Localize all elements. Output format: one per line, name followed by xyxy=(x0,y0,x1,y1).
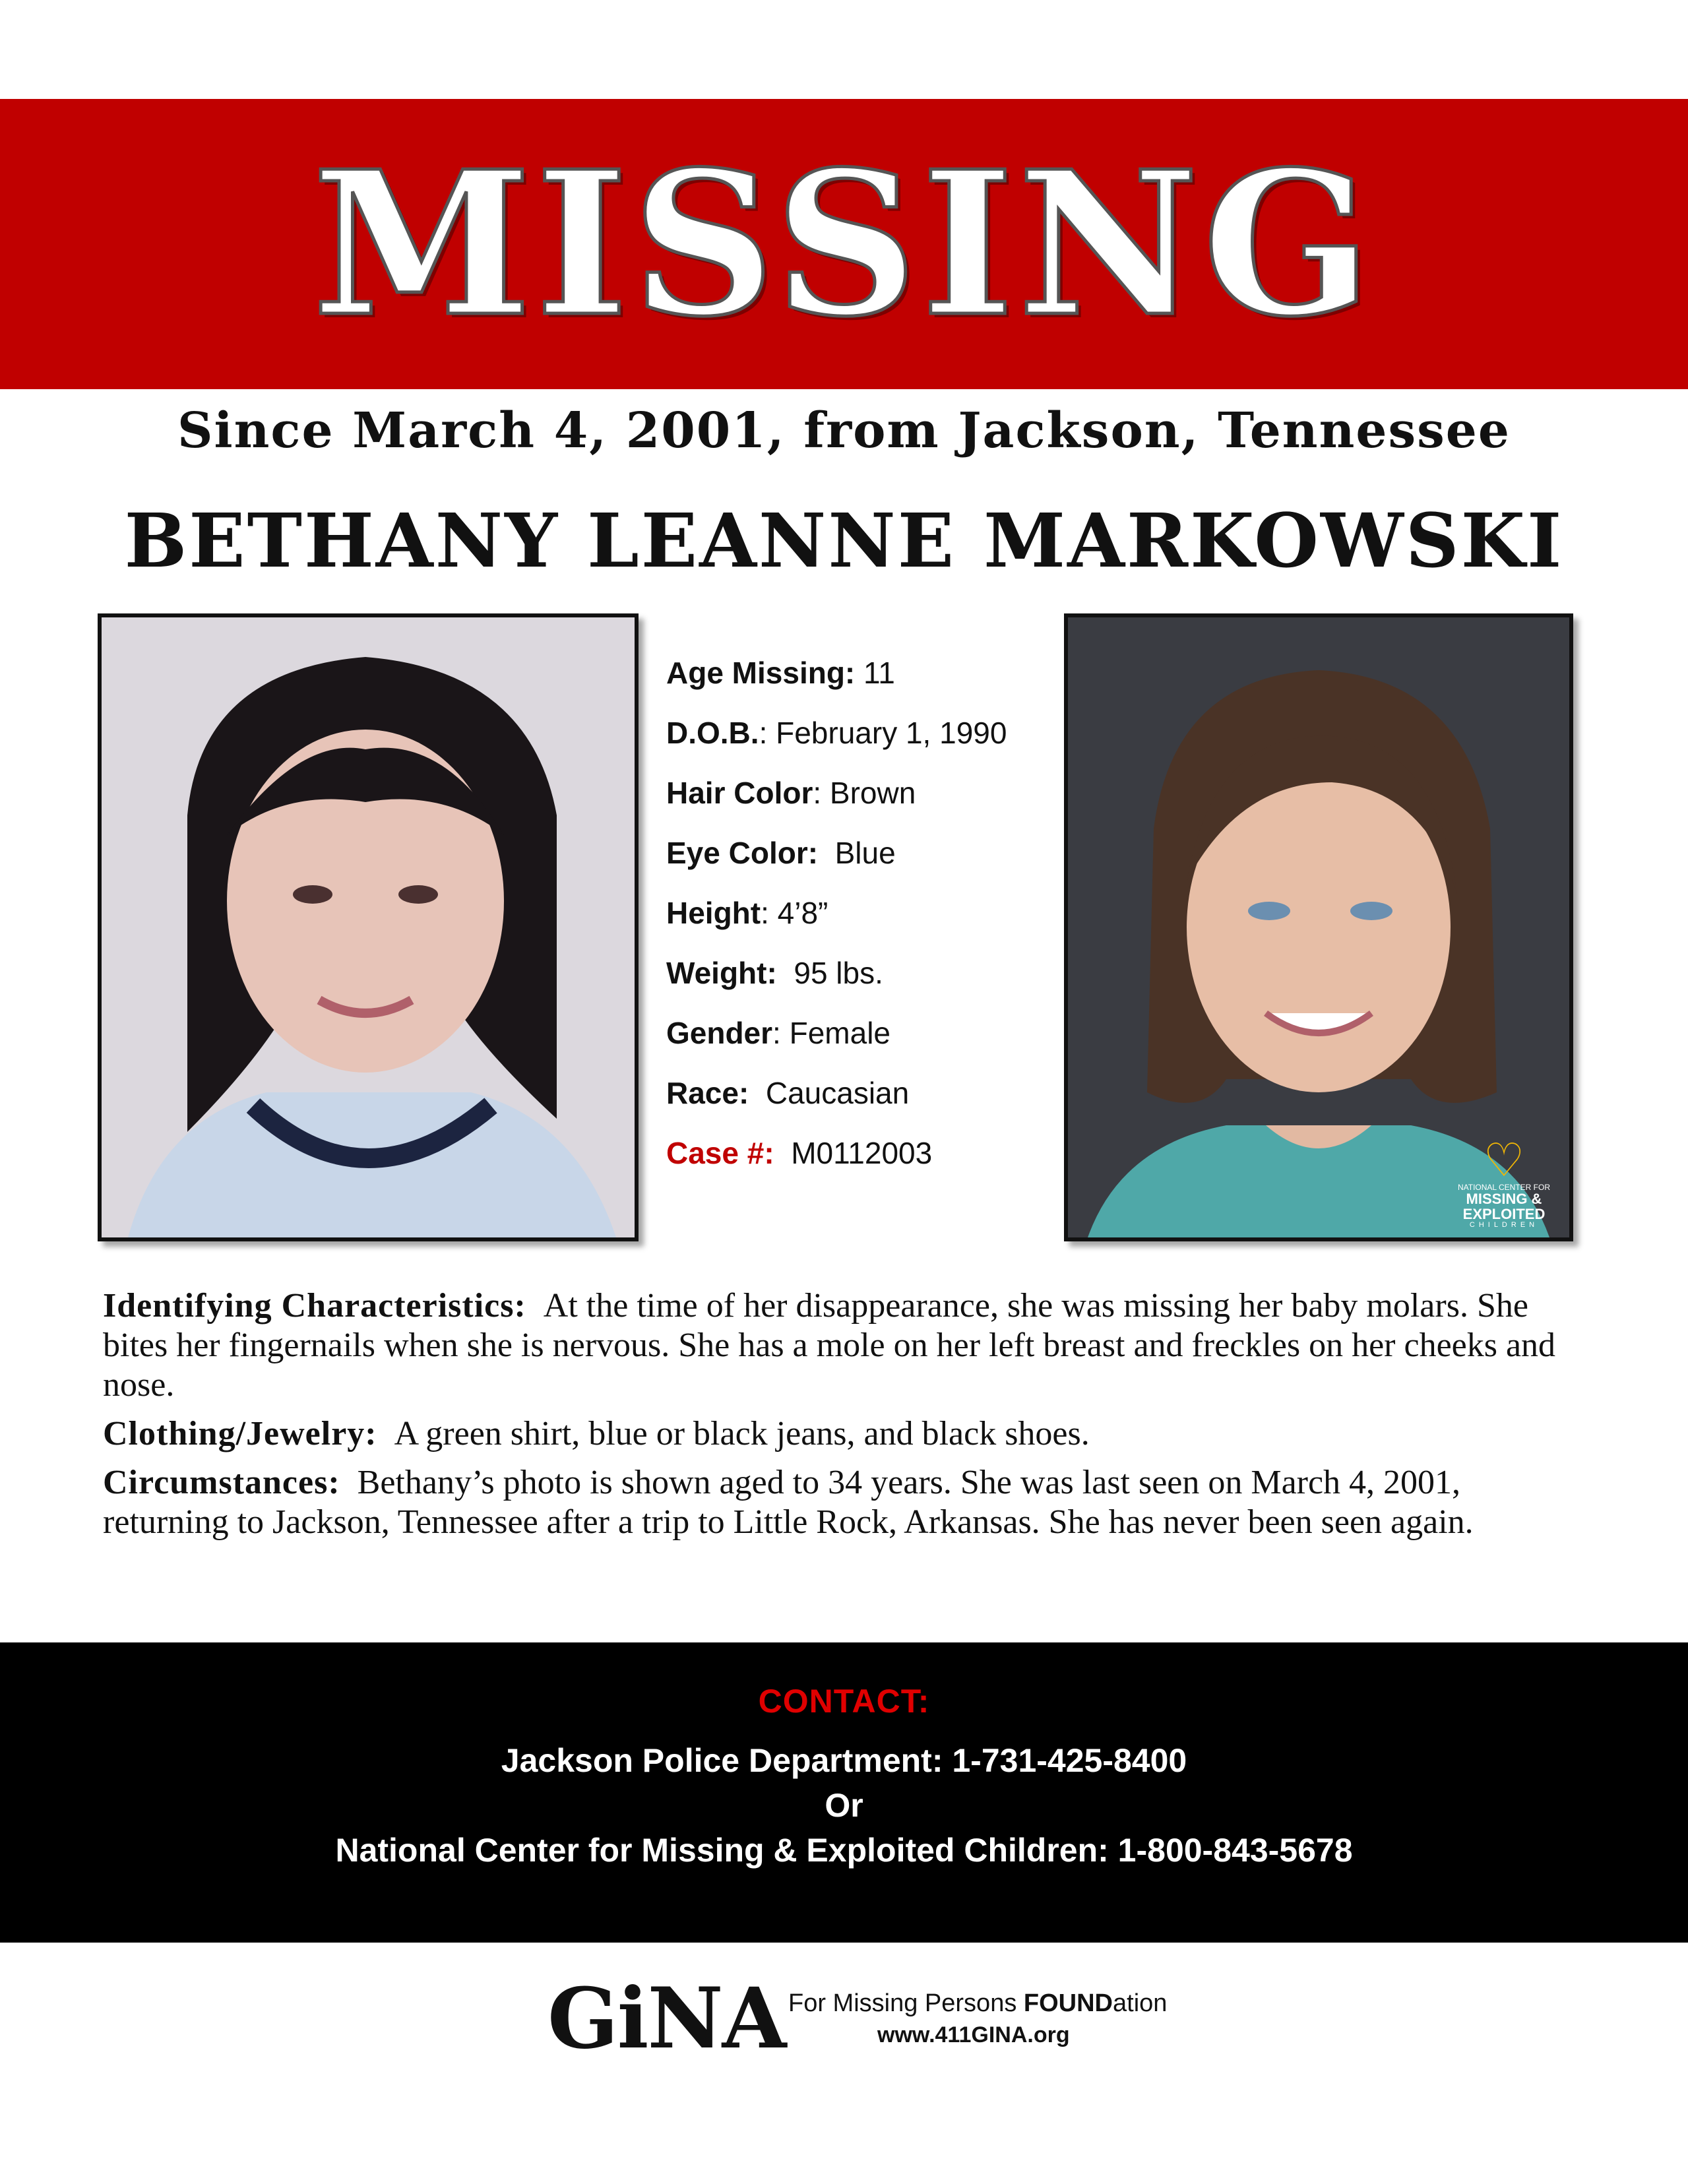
gina-tagline-suffix: ation xyxy=(1113,1989,1168,2017)
contact-or: Or xyxy=(825,1787,863,1824)
detail-label: Clothing/Jewelry: xyxy=(103,1415,377,1452)
stat-value: Caucasian xyxy=(765,1076,910,1110)
childhood-photo-illustration xyxy=(102,617,635,1237)
stat-value: : Female xyxy=(772,1016,891,1050)
gina-url: www.411GINA.org xyxy=(877,2022,1070,2047)
stat-value: 11 xyxy=(863,656,895,690)
detail-text: At the time of her disappearance, she was missing her baby molars. She bites her fingernails when she is nervous. She has a mole on her left breast and freckles on her cheeks and nose. xyxy=(103,1287,1556,1404)
banner-title: MISSING xyxy=(312,127,1376,360)
stat-height xyxy=(666,890,1049,950)
ncmec-heart-icon: ♡ xyxy=(1483,1134,1525,1186)
stat-label: Case #: xyxy=(666,1136,774,1170)
stat-value: Blue xyxy=(834,836,896,870)
case-details xyxy=(103,1286,1587,1551)
stat-value: M0112003 xyxy=(791,1136,933,1170)
contact-police-line: Jackson Police Department: 1-731-425-8400 xyxy=(501,1742,1187,1779)
stat-value: : February 1, 1990 xyxy=(759,716,1007,750)
missing-banner xyxy=(0,99,1688,389)
identifying-characteristics xyxy=(103,1286,1587,1405)
stat-gender xyxy=(666,1010,1049,1070)
stat-label: Weight: xyxy=(666,956,777,990)
ncmec-badge-line1: NATIONAL CENTER FOR xyxy=(1457,1182,1550,1192)
missing-since-line: Since March 4, 2001, from Jackson, Tennessee xyxy=(177,402,1511,459)
detail-label: Identifying Characteristics: xyxy=(103,1287,526,1325)
clothing-jewelry xyxy=(103,1414,1587,1454)
contact-ncmec-line: National Center for Missing & Exploited Children: 1-800-843-5678 xyxy=(335,1832,1353,1869)
stat-label: Hair Color xyxy=(666,776,813,810)
missing-person-name: BETHANY LEANNE MARKOWSKI xyxy=(124,498,1564,584)
ncmec-badge xyxy=(1448,1134,1560,1230)
ncmec-badge-line2: MISSING & xyxy=(1466,1191,1542,1208)
stat-race xyxy=(666,1070,1049,1130)
contact-box xyxy=(0,1642,1688,1943)
gina-tagline-prefix: For Missing Persons xyxy=(788,1989,1024,2017)
stat-value: : 4’8” xyxy=(761,896,828,930)
stat-label: Eye Color: xyxy=(666,836,819,870)
ncmec-badge-line4: CHILDREN xyxy=(1469,1221,1539,1230)
detail-label: Circumstances: xyxy=(103,1464,340,1501)
stat-dob xyxy=(666,710,1049,770)
detail-text: A green shirt, blue or black jeans, and black shoes. xyxy=(394,1415,1090,1452)
stat-label: Race: xyxy=(666,1076,749,1110)
stat-age-missing xyxy=(666,650,1049,710)
circumstances xyxy=(103,1463,1587,1542)
stat-value: 95 lbs. xyxy=(794,956,883,990)
stat-label: Age Missing: xyxy=(666,656,856,690)
stat-eye-color xyxy=(666,830,1049,890)
stat-case-number xyxy=(666,1130,1049,1190)
gina-tagline xyxy=(788,1989,1167,2018)
contact-heading: CONTACT: xyxy=(758,1683,930,1720)
stat-label: Height xyxy=(666,896,761,930)
gina-foundation-logo xyxy=(547,1972,1181,2065)
gina-logo-mark: GiNA xyxy=(547,1970,786,2067)
stat-value: : Brown xyxy=(813,776,916,810)
childhood-photo xyxy=(98,613,639,1241)
age-progressed-photo xyxy=(1064,613,1573,1241)
gina-tagline-strong: FOUND xyxy=(1023,1989,1113,2017)
stat-label: Gender xyxy=(666,1016,773,1050)
ncmec-badge-line3: EXPLOITED xyxy=(1462,1206,1546,1223)
detail-text: Bethany’s photo is shown aged to 34 years. She was last seen on March 4, 2001, returning to Jackson, Tennessee after a trip to Little Rock, Arkansas. She has never been seen again. xyxy=(103,1464,1474,1541)
stat-label: D.O.B. xyxy=(666,716,759,750)
stat-weight xyxy=(666,950,1049,1010)
vital-statistics xyxy=(666,650,1049,1190)
stat-hair-color xyxy=(666,770,1049,830)
